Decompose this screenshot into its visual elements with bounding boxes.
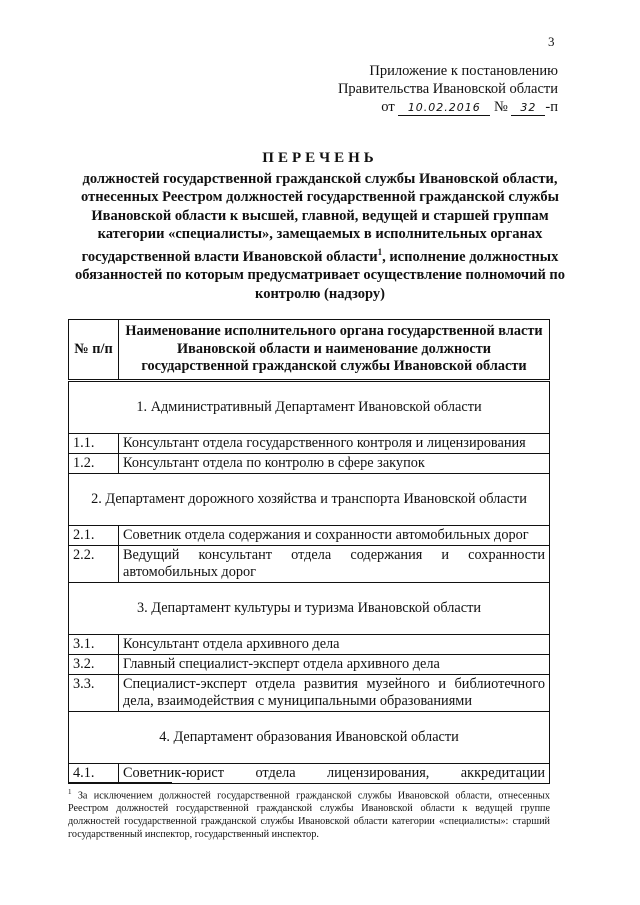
table-row bbox=[69, 433, 550, 453]
row-number: 2.2. bbox=[69, 545, 119, 582]
row-number: 3.1. bbox=[69, 634, 119, 654]
appendix-line2: Правительства Ивановской области bbox=[337, 81, 558, 97]
section-row bbox=[69, 711, 550, 763]
table-row bbox=[69, 674, 550, 711]
row-position: Консультант отдела по контролю в сфере закупок bbox=[119, 453, 550, 473]
table-row bbox=[69, 763, 550, 783]
row-position: Консультант отдела архивного дела bbox=[119, 634, 550, 654]
row-number: 3.3. bbox=[69, 674, 119, 711]
footnote-divider bbox=[68, 782, 172, 783]
footnote bbox=[68, 786, 550, 841]
table-row bbox=[69, 545, 550, 582]
subtitle-part1: должностей государственной гражданской службы Ивановской области, отнесенных Реестром должностей государственной гражданской службы Ивановской области к высшей, главной, ведущей и старшей группам категории «специалисты», замещаемых в исполнительных органах государственной власти Ивановской области bbox=[81, 171, 559, 266]
appendix-header bbox=[338, 62, 558, 116]
resolution-number: 32 bbox=[511, 101, 545, 116]
row-number: 1.2. bbox=[69, 453, 119, 473]
table-row bbox=[69, 453, 550, 473]
table-row bbox=[69, 525, 550, 545]
number-label: № bbox=[493, 99, 508, 115]
row-number: 1.1. bbox=[69, 433, 119, 453]
subtitle-footnote-marker: 1 bbox=[377, 247, 383, 258]
header-num: № п/п bbox=[69, 320, 119, 381]
from-label: от bbox=[381, 99, 395, 115]
section-title: 2. Департамент дорожного хозяйства и транспорта Ивановской области bbox=[69, 473, 550, 525]
subtitle-part2: , исполнение должностных обязанностей по которым предусматривает осуществление полномочий по контролю (надзору) bbox=[74, 249, 566, 302]
header-name: Наименование исполнительного органа государственной власти Ивановской области и наименование должности государственной гражданской службы Ивановской области bbox=[119, 320, 550, 381]
footnote-text: За исключением должностей государственной гражданской службы Ивановской области, отнесенных Реестром должностей государственной гражданской службы Ивановской области к ведущей группе должностей государственной гражданской службы Ивановской области категории «специалисты»: старший государственный инспектор, государственный инспектор. bbox=[68, 790, 550, 841]
footnote-marker: 1 bbox=[68, 788, 72, 796]
document-subtitle bbox=[60, 170, 580, 303]
table-row bbox=[69, 634, 550, 654]
section-row bbox=[69, 473, 550, 525]
row-position: Советник-юрист отдела лицензирования, аккредитации bbox=[119, 763, 550, 783]
row-position: Консультант отдела государственного контроля и лицензирования bbox=[119, 433, 550, 453]
section-row bbox=[69, 582, 550, 634]
row-number: 2.1. bbox=[69, 525, 119, 545]
positions-table bbox=[68, 319, 550, 784]
section-title: 1. Административный Департамент Ивановской области bbox=[69, 380, 550, 433]
row-position: Главный специалист-эксперт отдела архивного дела bbox=[119, 654, 550, 674]
resolution-date: 10.02.2016 bbox=[398, 101, 490, 116]
section-title: 4. Департамент образования Ивановской области bbox=[69, 711, 550, 763]
row-number: 3.2. bbox=[69, 654, 119, 674]
table-header-row bbox=[69, 320, 550, 381]
document-title: ПЕРЕЧЕНЬ bbox=[262, 150, 378, 166]
section-title: 3. Департамент культуры и туризма Ивановской области bbox=[69, 582, 550, 634]
appendix-date-line bbox=[338, 98, 558, 116]
row-number: 4.1. bbox=[69, 763, 119, 783]
number-suffix: -п bbox=[545, 99, 558, 115]
table-row bbox=[69, 654, 550, 674]
section-row bbox=[69, 380, 550, 433]
row-position: Советник отдела содержания и сохранности автомобильных дорог bbox=[119, 525, 550, 545]
page-number: 3 bbox=[548, 34, 555, 49]
row-position: Специалист-эксперт отдела развития музейного и библиотечного дела, взаимодействия с муниципальными образованиями bbox=[119, 674, 550, 711]
row-position: Ведущий консультант отдела содержания и сохранности автомобильных дорог bbox=[119, 545, 550, 582]
appendix-line1: Приложение к постановлению bbox=[369, 63, 558, 79]
